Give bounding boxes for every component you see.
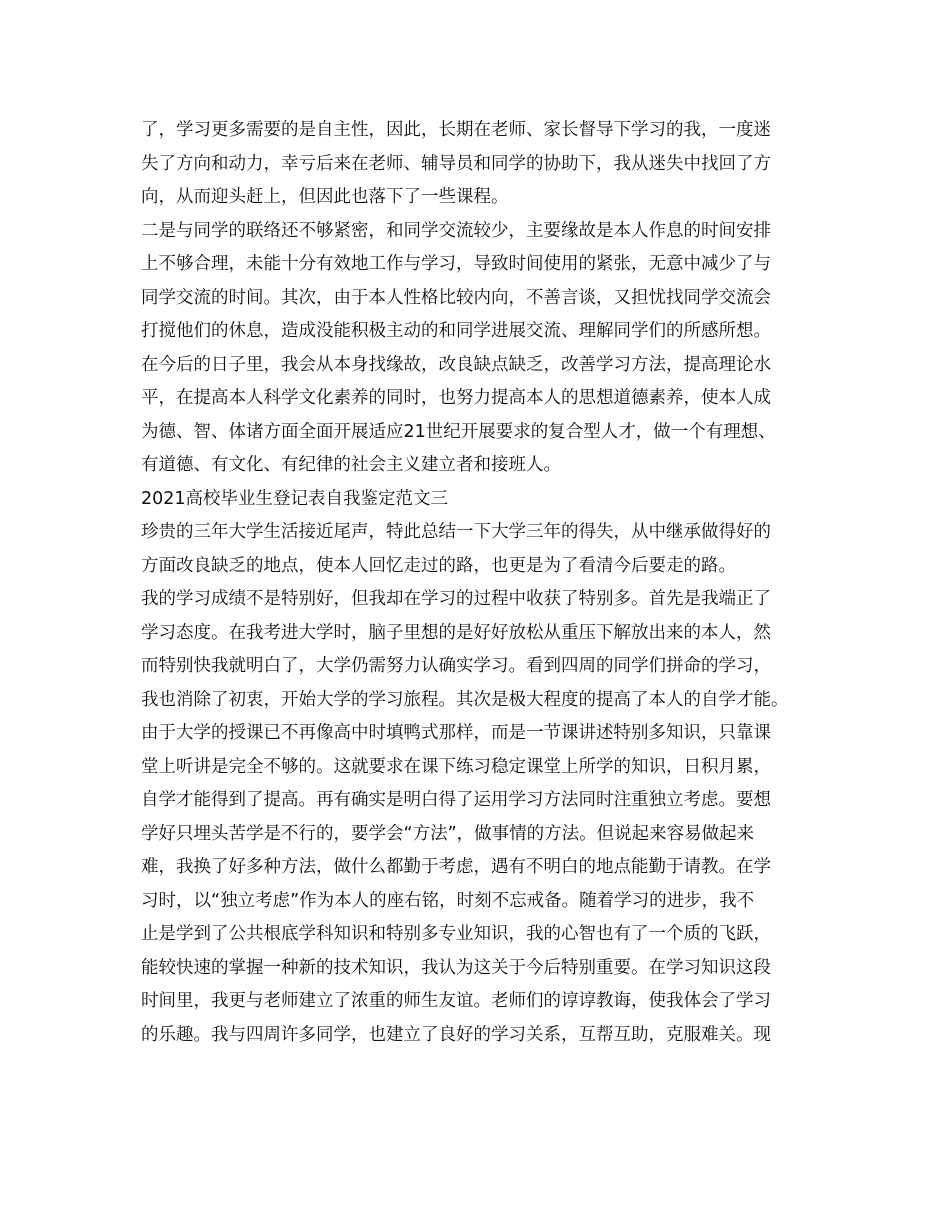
text-line: 我的学习成绩不是特别好，但我却在学习的过程中收获了特别多。首先是我端正了 <box>141 589 771 609</box>
text-line: 时间里，我更与老师建立了浓重的师生友谊。老师们的谆谆教诲，使我体会了学习 <box>141 991 771 1011</box>
text-line: 上不够合理，未能十分有效地工作与学习，导致时间使用的紧张，无意中减少了与 <box>141 254 771 274</box>
section-heading: 2021高校毕业生登记表自我鉴定范文三 <box>141 488 449 509</box>
text-line: 难，我换了好多种方法，做什么都勤于考虑，遇有不明白的地点能勤于请教。在学 <box>141 857 771 877</box>
document-body <box>141 114 831 1052</box>
text-line: 珍贵的三年大学生活接近尾声，特此总结一下大学三年的得失，从中继承做得好的 <box>141 522 771 542</box>
text-line: 方面改良缺乏的地点，使本人回忆走过的路，也更是为了看清今后要走的路。 <box>141 555 736 576</box>
text-line: 为德、智、体诸方面全面开展适应21世纪开展要求的复合型人才，做一个有理想、 <box>141 421 776 442</box>
text-line: 打搅他们的休息，造成没能积极主动的和同学进展交流、理解同学们的所感所想。 <box>141 321 771 341</box>
text-line: 平，在提高本人科学文化素养的同时，也努力提高本人的思想道德素养，使本人成 <box>141 388 771 408</box>
text-line: 了，学习更多需要的是自主性，因此，长期在老师、家长督导下学习的我，一度迷 <box>141 120 771 140</box>
text-line: 的乐趣。我与四周许多同学，也建立了良好的学习关系，互帮互助，克服难关。现 <box>141 1024 771 1045</box>
text-line: 学习态度。在我考进大学时，脑子里想的是好好放松从重压下解放出来的本人，然 <box>141 622 771 643</box>
text-line: 失了方向和动力，幸亏后来在老师、辅导员和同学的协助下，我从迷失中找回了方 <box>141 153 771 174</box>
text-line: 在今后的日子里，我会从本身找缘故，改良缺点缺乏，改善学习方法，提高理论水 <box>141 354 771 375</box>
text-line: 向，从而迎头赶上，但因此也落下了一些课程。 <box>141 187 509 207</box>
text-line: 我也消除了初衷，开始大学的学习旅程。其次是极大程度的提高了本人的自学才能。 <box>141 689 789 710</box>
text-line: 习时，以“独立考虑”作为本人的座右铭，时刻不忘戒备。随着学习的进步，我不 <box>141 890 755 911</box>
text-line: 自学才能得到了提高。再有确实是明白得了运用学习方法同时注重独立考虑。要想 <box>141 790 771 810</box>
text-line: 二是与同学的联络还不够紧密，和同学交流较少，主要缘故是本人作息的时间安排 <box>141 220 771 241</box>
text-line: 由于大学的授课已不再像高中时填鸭式那样，而是一节课讲述特别多知识，只靠课 <box>141 723 771 743</box>
text-line: 能较快速的掌握一种新的技术知识，我认为这关于今后特别重要。在学习知识这段 <box>141 957 771 978</box>
text-line: 学好只埋头苦学是不行的，要学会“方法”，做事情的方法。但说起来容易做起来 <box>141 823 755 844</box>
text-line: 堂上听讲是完全不够的。这就要求在课下练习稳定课堂上所学的知识，日积月累， <box>141 756 771 777</box>
text-line: 止是学到了公共根底学科知识和特别多专业知识，我的心智也有了一个质的飞跃， <box>141 924 771 944</box>
text-line: 有道德、有文化、有纪律的社会主义建立者和接班人。 <box>141 455 561 475</box>
text-line: 而特别快我就明白了，大学仍需努力认确实学习。看到四周的同学们拼命的学习， <box>141 656 771 676</box>
text-line: 同学交流的时间。其次，由于本人性格比较内向，不善言谈，又担忧找同学交流会 <box>141 287 771 308</box>
